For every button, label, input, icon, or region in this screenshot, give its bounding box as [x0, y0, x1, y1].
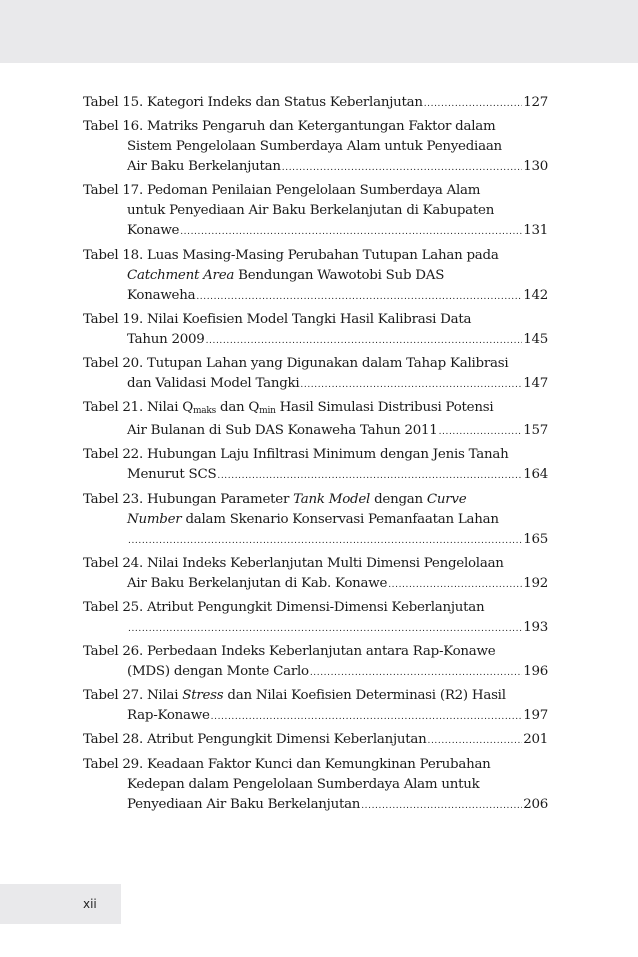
toc-entry[interactable] [83, 310, 548, 351]
toc-entry-last-line [83, 157, 548, 178]
dot-leader [196, 287, 522, 307]
toc-entry-last-line [83, 730, 548, 751]
dot-leader [388, 575, 522, 595]
dot-leader [424, 94, 522, 114]
toc-entry[interactable] [83, 246, 548, 307]
toc-entry[interactable] [83, 354, 548, 395]
toc-entry[interactable] [83, 686, 548, 727]
dot-leader [361, 796, 522, 816]
toc-entry-last-line [83, 795, 548, 816]
toc-entry[interactable] [83, 755, 548, 816]
toc-entry-title-line: Rap-Konawe [127, 708, 210, 724]
toc-entry-title-line: Tabel 28. Atribut Pengungkit Dimensi Keberlanjutan [83, 732, 427, 748]
toc-entry-title-line: Catchment Area Bendungan Wawotobi Sub DAS [127, 267, 445, 283]
dot-leader [282, 158, 522, 178]
toc-entry-title-line: Tabel 18. Luas Masing-Masing Perubahan Tutupan Lahan pada [83, 247, 499, 263]
toc-entry-title-line: Konawe [127, 223, 180, 239]
toc-entry-page: 145 [523, 331, 548, 347]
toc-entry-title-line: Tabel 25. Atribut Pengungkit Dimensi-Dimensi Keberlanjutan [83, 599, 485, 615]
toc-entry-page: 206 [523, 796, 548, 812]
dot-leader [300, 375, 522, 395]
toc-entry-last-line [83, 662, 548, 683]
toc-entry-page: 147 [523, 375, 548, 391]
toc-entry-last-line [83, 465, 548, 486]
toc-entry-title-line: Sistem Pengelolaan Sumberdaya Alam untuk Penyediaan [127, 139, 502, 155]
toc-entry-title-line: Air Bulanan di Sub DAS Konaweha Tahun 2011 [127, 423, 438, 439]
toc-entry-title-line: Air Baku Berkelanjutan [127, 159, 281, 175]
toc-entry[interactable] [83, 598, 548, 639]
toc-entry-last-line [83, 286, 548, 307]
toc-entry[interactable] [83, 93, 548, 114]
toc-entry-last-line [83, 574, 548, 595]
toc-entry-page: 142 [523, 287, 548, 303]
toc-entry-page: 130 [523, 159, 548, 175]
toc-entry-title-line: Tabel 26. Perbedaan Indeks Keberlanjutan antara Rap-Konawe [83, 644, 496, 660]
toc-entry-title-line: untuk Penyediaan Air Baku Berkelanjutan di Kabupaten [127, 203, 495, 219]
dot-leader [217, 466, 522, 486]
dot-leader [439, 422, 523, 442]
toc-entry-last-line [83, 618, 548, 639]
dot-leader [211, 707, 523, 727]
toc-entry-last-line [83, 421, 548, 442]
toc-entry-title-line: Tabel 21. Nilai $Q_{maks}$ dan $Q_{min}$ Hasil Simulasi Distribusi Potensi [83, 400, 494, 417]
toc-entry-title-line: Number dalam Skenario Konservasi Pemanfaatan Lahan [127, 511, 499, 527]
toc-entry-last-line [83, 530, 548, 551]
toc-entry-title-line: Menurut SCS [127, 467, 217, 483]
toc-entry-page: 193 [523, 619, 548, 635]
toc-entry-page: 165 [523, 531, 548, 547]
toc-entry-page: 192 [523, 575, 548, 591]
toc-entry[interactable] [83, 730, 548, 751]
toc-entry-title-line: Tabel 24. Nilai Indeks Keberlanjutan Multi Dimensi Pengelolaan [83, 555, 504, 571]
toc-entry-title-line: (MDS) dengan Monte Carlo [127, 664, 309, 680]
toc-entry-title-line: Penyediaan Air Baku Berkelanjutan [127, 796, 361, 812]
toc-entry-title-line: Tabel 29. Keadaan Faktor Kunci dan Kemungkinan Perubahan [83, 756, 491, 772]
toc-entry-title-line: Air Baku Berkelanjutan di Kab. Konawe [127, 575, 388, 591]
toc-entry-page: 157 [523, 423, 548, 439]
toc-entry-title-line: Kedepan dalam Pengelolaan Sumberdaya Alam untuk [127, 776, 480, 792]
toc-entry-last-line [83, 330, 548, 351]
dot-leader [128, 531, 522, 551]
toc-entry[interactable] [83, 445, 548, 486]
toc-entry-title-line: dan Validasi Model Tangki [127, 375, 300, 391]
toc-entry-page: 196 [523, 664, 548, 680]
toc-entry[interactable] [83, 398, 548, 442]
toc-entry[interactable] [83, 117, 548, 178]
toc-entry-title-line: Tabel 23. Hubungan Parameter Tank Model dengan Curve [83, 491, 467, 507]
toc-entry-title-line: Tabel 27. Nilai Stress dan Nilai Koefisien Determinasi (R2) Hasil [83, 688, 506, 704]
toc-entry-page: 164 [523, 467, 548, 483]
toc-entry-page: 131 [523, 223, 548, 239]
toc-entry-title-line: Tabel 17. Pedoman Penilaian Pengelolaan Sumberdaya Alam [83, 183, 481, 199]
page-number: xii [83, 897, 97, 911]
toc-entry-page: 201 [523, 732, 548, 748]
toc-entry-page: 127 [523, 95, 548, 110]
toc-entry-title-line: Tahun 2009 [127, 331, 205, 347]
dot-leader [128, 619, 522, 639]
toc-entry-title-line: Tabel 19. Nilai Koefisien Model Tangki Hasil Kalibrasi Data [83, 311, 472, 327]
dot-leader [206, 331, 523, 351]
dot-leader [180, 222, 522, 242]
toc-entry-title-line: Konaweha [127, 287, 196, 303]
dot-leader [310, 663, 522, 683]
toc-entry-last-line [83, 706, 548, 727]
header-band [0, 0, 638, 63]
toc-entry-page: 197 [523, 708, 548, 724]
toc-entry-last-line [83, 221, 548, 242]
dot-leader [427, 731, 522, 751]
toc-entry-last-line [83, 93, 548, 114]
list-of-tables [83, 93, 548, 819]
toc-entry-title-line: Tabel 20. Tutupan Lahan yang Digunakan dalam Tahap Kalibrasi [83, 355, 509, 371]
toc-entry-title-line: Tabel 16. Matriks Pengaruh dan Ketergantungan Faktor dalam [83, 119, 496, 135]
toc-entry[interactable] [83, 642, 548, 683]
toc-entry-title-line: Tabel 22. Hubungan Laju Infiltrasi Minimum dengan Jenis Tanah [83, 447, 509, 463]
toc-entry-last-line [83, 374, 548, 395]
toc-entry[interactable] [83, 181, 548, 242]
toc-entry[interactable] [83, 490, 548, 551]
footer-band [0, 884, 121, 924]
toc-entry-title-line: Tabel 15. Kategori Indeks dan Status Keberlanjutan [83, 95, 423, 110]
toc-entry[interactable] [83, 554, 548, 595]
